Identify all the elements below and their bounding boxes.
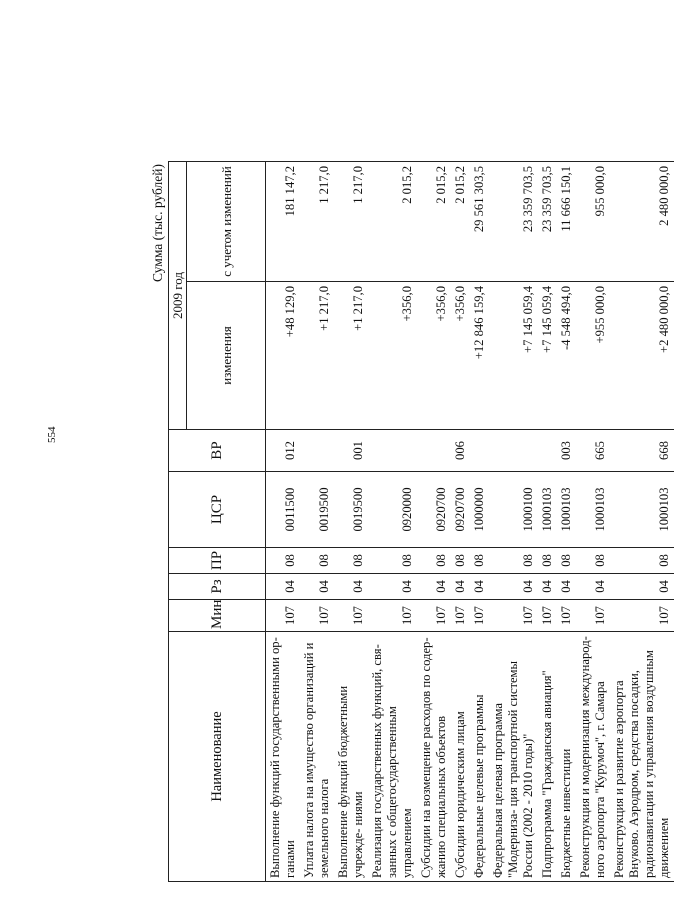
row-pr: 08: [368, 548, 417, 574]
table-row: [368, 162, 417, 882]
header-rz: Рз: [169, 574, 266, 600]
budget-table: [168, 161, 674, 882]
header-csr: ЦСР: [169, 472, 266, 548]
table-row: [538, 162, 557, 882]
row-changes: +7 145 059,4: [489, 282, 538, 430]
row-rz: 04: [266, 574, 301, 600]
row-total: 2 015,2: [417, 162, 451, 282]
row-changes: +1 217,0: [300, 282, 334, 430]
row-vr: [300, 430, 334, 472]
row-rz: 04: [334, 574, 368, 600]
row-csr: 0920700: [417, 472, 451, 548]
row-name: Субсидии на возмещение расходов по содер- жанию специальных объектов: [417, 632, 451, 882]
row-name: Выполнение функций бюджетными учрежде- ниями: [334, 632, 368, 882]
row-csr: 0019500: [300, 472, 334, 548]
page-number: 554: [46, 426, 58, 443]
row-rz: 04: [538, 574, 557, 600]
row-name: Реконструкция и модернизация международ- ного аэропорта "Курумоч", г. Самара: [576, 632, 610, 882]
row-vr: 001: [334, 430, 368, 472]
row-min: 107: [538, 600, 557, 632]
row-changes: +7 145 059,4: [538, 282, 557, 430]
row-pr: 08: [538, 548, 557, 574]
row-name: Бюджетные инвестиции: [557, 632, 576, 882]
row-name: Выполнение функций государственными ор- ганами: [266, 632, 301, 882]
row-min: 107: [489, 600, 538, 632]
row-name: Федеральные целевые программы: [470, 632, 489, 882]
row-name: Реализация государственных функций, свя- занных с общегосударственным управлением: [368, 632, 417, 882]
row-rz: 04: [576, 574, 610, 600]
row-vr: 668: [610, 430, 674, 472]
row-min: 107: [334, 600, 368, 632]
table-row: [451, 162, 470, 882]
row-csr: 1000103: [557, 472, 576, 548]
row-changes: +48 129,0: [266, 282, 301, 430]
row-csr: 0920000: [368, 472, 417, 548]
row-total: 23 359 703,5: [489, 162, 538, 282]
row-pr: 08: [576, 548, 610, 574]
row-changes: +356,0: [451, 282, 470, 430]
row-name: Реконструкция и развитие аэропорта Внуково. Аэродром, средства посадки, радионавигации и управления воздушным движением: [610, 632, 674, 882]
rotated-page-content: [150, 162, 671, 882]
row-min: 107: [300, 600, 334, 632]
row-pr: 08: [470, 548, 489, 574]
row-pr: 08: [266, 548, 301, 574]
row-pr: 08: [417, 548, 451, 574]
header-vr: ВР: [169, 430, 266, 472]
row-min: 107: [451, 600, 470, 632]
row-min: 107: [368, 600, 417, 632]
row-vr: 006: [451, 430, 470, 472]
header-min: Мин: [169, 600, 266, 632]
table-row: [266, 162, 301, 882]
table-row: [610, 162, 674, 882]
row-csr: 1000000: [470, 472, 489, 548]
row-changes: +356,0: [368, 282, 417, 430]
table-row: [470, 162, 489, 882]
row-name: Субсидии юридическим лицам: [451, 632, 470, 882]
row-min: 107: [470, 600, 489, 632]
header-year: 2009 год: [169, 162, 187, 430]
row-vr: [538, 430, 557, 472]
row-pr: 08: [300, 548, 334, 574]
row-total: 11 666 150,1: [557, 162, 576, 282]
row-total: 1 217,0: [334, 162, 368, 282]
table-row: [576, 162, 610, 882]
row-changes: +356,0: [417, 282, 451, 430]
row-pr: 08: [334, 548, 368, 574]
unit-label: Сумма (тыс. рублей): [150, 164, 165, 282]
row-rz: 04: [557, 574, 576, 600]
row-csr: 1000103: [576, 472, 610, 548]
row-vr: [489, 430, 538, 472]
table-row: [300, 162, 334, 882]
row-total: 1 217,0: [300, 162, 334, 282]
table-row: [417, 162, 451, 882]
row-csr: 0011500: [266, 472, 301, 548]
row-vr: 665: [576, 430, 610, 472]
row-changes: +2 480 000,0: [610, 282, 674, 430]
row-rz: 04: [300, 574, 334, 600]
row-total: 955 000,0: [576, 162, 610, 282]
row-min: 107: [557, 600, 576, 632]
row-csr: 1000103: [538, 472, 557, 548]
row-changes: +955 000,0: [576, 282, 610, 430]
row-changes: -4 548 494,0: [557, 282, 576, 430]
row-total: 181 147,2: [266, 162, 301, 282]
row-rz: 04: [368, 574, 417, 600]
header-with-changes: с учетом изменений: [187, 162, 266, 282]
row-pr: 08: [451, 548, 470, 574]
row-total: 2 015,2: [451, 162, 470, 282]
row-min: 107: [576, 600, 610, 632]
row-total: 29 561 303,5: [470, 162, 489, 282]
table-row: [557, 162, 576, 882]
row-vr: 012: [266, 430, 301, 472]
header-pr: ПР: [169, 548, 266, 574]
row-vr: [417, 430, 451, 472]
row-changes: +12 846 159,4: [470, 282, 489, 430]
row-vr: 003: [557, 430, 576, 472]
row-total: 2 480 000,0: [610, 162, 674, 282]
table-row: [334, 162, 368, 882]
row-total: 23 359 703,5: [538, 162, 557, 282]
row-rz: 04: [417, 574, 451, 600]
row-vr: [470, 430, 489, 472]
header-changes: изменения: [187, 282, 266, 430]
row-min: 107: [610, 600, 674, 632]
row-name: Уплата налога на имущество организаций и земельного налога: [300, 632, 334, 882]
row-pr: 08: [610, 548, 674, 574]
row-name: Федеральная целевая программа "Модерниза- ция транспортной системы России (2002 - 2010 годы)": [489, 632, 538, 882]
row-csr: 0019500: [334, 472, 368, 548]
row-csr: 0920700: [451, 472, 470, 548]
row-rz: 04: [489, 574, 538, 600]
row-pr: 08: [557, 548, 576, 574]
row-rz: 04: [451, 574, 470, 600]
row-rz: 04: [470, 574, 489, 600]
row-csr: 1000100: [489, 472, 538, 548]
row-changes: +1 217,0: [334, 282, 368, 430]
row-rz: 04: [610, 574, 674, 600]
row-name: Подпрограмма "Гражданская авиация": [538, 632, 557, 882]
row-csr: 1000103: [610, 472, 674, 548]
row-vr: [368, 430, 417, 472]
row-pr: 08: [489, 548, 538, 574]
table-row: [489, 162, 538, 882]
row-min: 107: [266, 600, 301, 632]
row-total: 2 015,2: [368, 162, 417, 282]
header-name: Наименование: [169, 632, 266, 882]
row-min: 107: [417, 600, 451, 632]
